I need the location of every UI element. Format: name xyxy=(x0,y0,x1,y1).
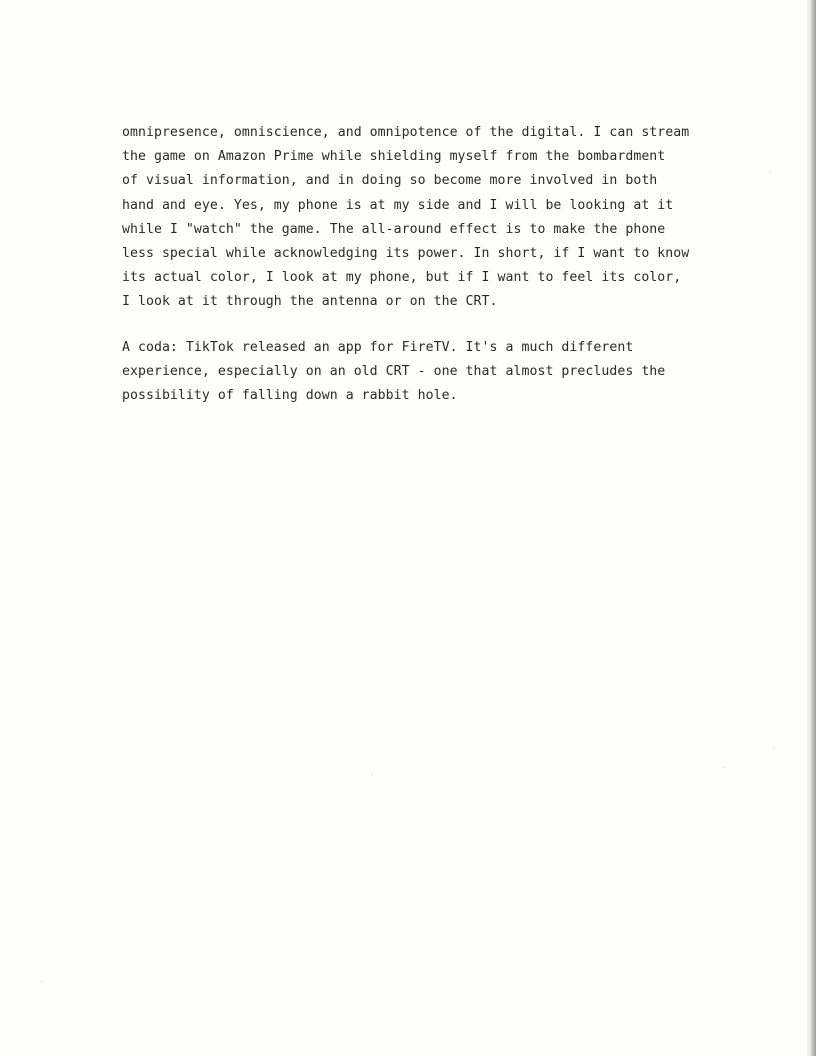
text-line: while I "watch" the game. The all-around effect is to make the phone xyxy=(122,221,666,237)
text-line: omnipresence, omniscience, and omnipotence of the digital. I can stream xyxy=(122,125,690,140)
text-line: A coda: TikTok released an app for FireTV. It's a much different xyxy=(122,340,634,355)
scan-speck xyxy=(372,774,373,775)
text-line: possibility of falling down a rabbit hole. xyxy=(122,388,458,404)
scan-speck xyxy=(773,748,774,749)
text-line: the game on Amazon Prime while shielding myself from the bombardment xyxy=(122,149,666,165)
text-line: hand and eye. Yes, my phone is at my side and I will be looking at it xyxy=(122,197,674,213)
paragraph-2 xyxy=(122,336,722,409)
scan-speck xyxy=(41,981,42,982)
text-line: less special while acknowledging its power. In short, if I want to know xyxy=(122,245,690,261)
paragraph-1 xyxy=(122,121,722,315)
text-line: its actual color, I look at my phone, but if I want to feel its color, xyxy=(122,270,682,286)
text-line: experience, especially on an old CRT - one that almost precludes the xyxy=(122,364,666,380)
text-line: of visual information, and in doing so become more involved in both xyxy=(122,173,658,189)
scan-edge-shadow xyxy=(806,0,816,1056)
scan-speck xyxy=(724,767,725,768)
scan-speck xyxy=(770,172,771,173)
text-line: I look at it through the antenna or on the CRT. xyxy=(122,294,498,310)
